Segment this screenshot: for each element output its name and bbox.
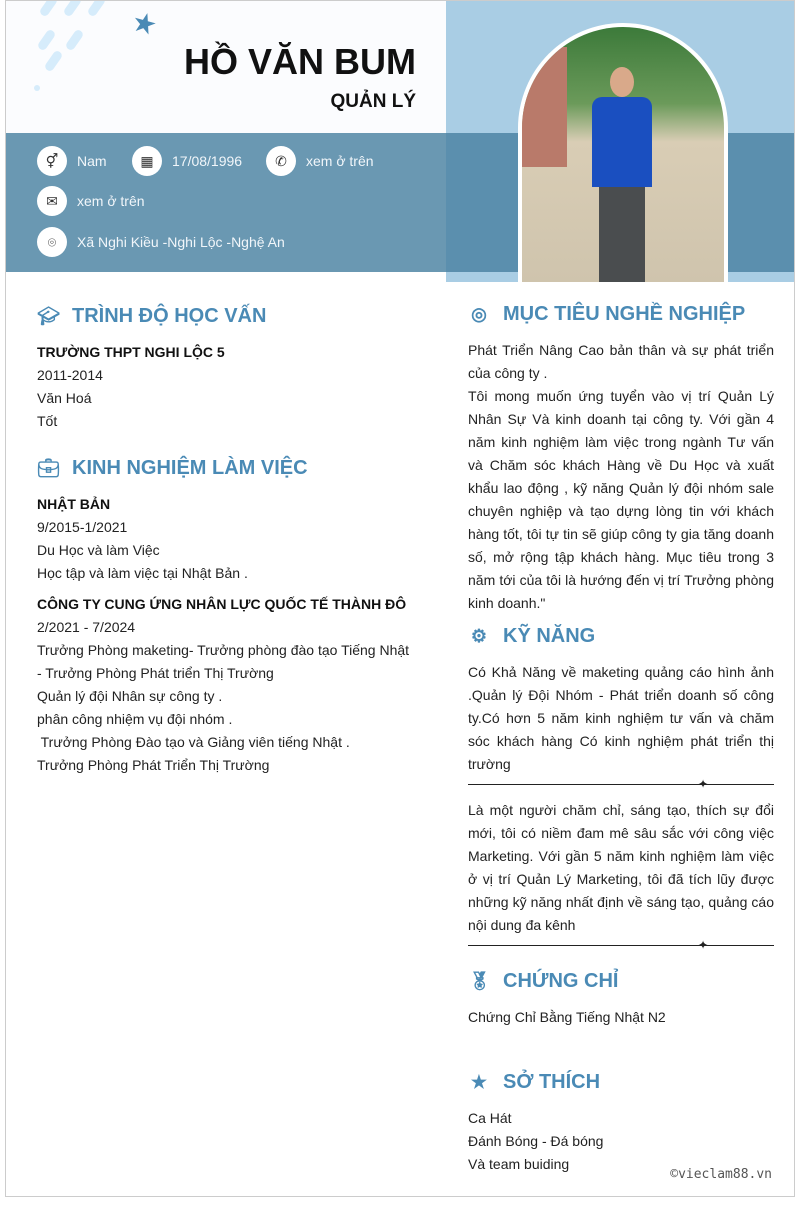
skill-divider xyxy=(468,777,774,791)
contact-address xyxy=(37,227,285,257)
location-pin-icon: ⌾ xyxy=(37,227,67,257)
star-icon: ★ xyxy=(470,1071,488,1092)
diamond-icon: ✦ xyxy=(698,938,709,952)
right-column xyxy=(468,299,774,1176)
gender-value: Nam xyxy=(77,153,107,169)
skill-text: Có Khả Năng về maketing quảng cáo hình ảnh .Quản lý Đội Nhóm - Phát triển doanh số công ty.Có hơn 5 năm kinh nghiệm tư vấn và chăm sóc khách hàng Có kinh nghiệm phát triển thị trường xyxy=(468,664,774,772)
contact-birthday xyxy=(132,146,242,176)
section-certificates-heading xyxy=(468,966,774,996)
hobby-item: Đánh Bóng - Đá bóng xyxy=(468,1133,604,1149)
gear-icon: ⚙ xyxy=(470,625,488,646)
phone-icon: ✆ xyxy=(266,146,296,176)
objective-text: Tôi mong muốn ứng tuyển vào vị trí Quản Lý Nhân Sự Và kinh doanh tại công ty. Với gần 4 năm kinh nghiệm làm việc trong ngành Tư vấn và Chăm sóc khách Hàng về Du Học và xuất khẩu lao động , kỹ năng Quản lý đội nhóm sale chuyên nghiệp và tạo dựng lòng tin với khách hàng tốt, tôi tự tin sẽ giúp công ty gia tăng doanh số, mở rộng tập khách hàng. Mục tiêu trong 3 năm tới của tôi là hướng đến vị trí Trưởng phòng kinh doanh." xyxy=(468,388,774,611)
graduation-cap-icon: 🎓︎ xyxy=(37,305,60,326)
hobby-item: Và team buiding xyxy=(468,1156,570,1172)
left-column xyxy=(37,301,427,777)
section-experience-heading xyxy=(37,453,427,483)
briefcase-icon: 💼︎ xyxy=(37,457,60,478)
section-title: CHỨNG CHỈ xyxy=(503,969,619,992)
target-icon: ◎ xyxy=(471,303,487,324)
experience-line: phân công nhiệm vụ đội nhóm . xyxy=(37,711,233,727)
star-decoration-icon: ★ xyxy=(128,5,161,42)
section-title: KỸ NĂNG xyxy=(503,624,596,647)
person-figure xyxy=(592,67,652,282)
education-time: 2011-2014 xyxy=(37,367,103,383)
section-education-heading xyxy=(37,301,427,331)
school-name: TRƯỜNG THPT NGHI LỘC 5 xyxy=(37,344,225,360)
profile-photo xyxy=(518,23,728,282)
experience-line: Học tập và làm việc tại Nhật Bản . xyxy=(37,565,248,581)
certificate-item: Chứng Chỉ Bằng Tiếng Nhật N2 xyxy=(468,1009,666,1025)
experience-line: Trưởng Phòng Phát Triển Thị Trường xyxy=(37,757,270,773)
footer-watermark: ©vieclam88.vn xyxy=(670,1167,772,1182)
experience-time: 9/2015-1/2021 xyxy=(37,519,128,535)
candidate-name: HỒ VĂN BUM xyxy=(184,41,416,82)
contact-gender xyxy=(37,146,107,176)
email-value: xem ở trên xyxy=(77,193,145,209)
diamond-icon: ✦ xyxy=(698,777,709,791)
experience-line: Trưởng Phòng maketing- Trưởng phòng đào tạo Tiếng Nhật xyxy=(37,642,410,658)
experience-line: - Trưởng Phòng Phát triển Thị Trường xyxy=(37,665,274,681)
section-hobbies-heading xyxy=(468,1067,774,1097)
skill-text: Là một người chăm chỉ, sáng tạo, thích sự đổi mới, tôi có niềm đam mê sâu sắc với công việc Marketing. Với gần 5 năm kinh nghiệm làm việc ở vị trí Quản Lý Marketing, tôi đã tích lũy được những kỹ năng nhất định về sáng tạo, quảng cáo nội dung đa kênh xyxy=(468,802,774,933)
birthday-value: 17/08/1996 xyxy=(172,153,243,169)
section-title: SỞ THÍCH xyxy=(503,1070,601,1093)
candidate-role: QUẢN LÝ xyxy=(330,91,416,112)
envelope-icon: ✉ xyxy=(37,186,67,216)
decoration xyxy=(34,85,40,91)
experience-line: Trưởng Phòng Đào tạo và Giảng viên tiếng Nhật . xyxy=(37,734,350,750)
education-major: Văn Hoá xyxy=(37,390,92,406)
cv-page xyxy=(5,0,795,1197)
company-name: NHẬT BẢN xyxy=(37,496,111,512)
gender-icon: ⚥ xyxy=(37,146,67,176)
award-icon: 🏅︎ xyxy=(468,970,491,991)
experience-line: Du Học và làm Việc xyxy=(37,542,160,558)
contact-phone xyxy=(266,146,374,176)
address-value: Xã Nghi Kiều -Nghi Lộc -Nghệ An xyxy=(77,234,285,250)
experience-line: Quản lý đội Nhân sự công ty . xyxy=(37,688,223,704)
phone-value: xem ở trên xyxy=(306,153,374,169)
experience-time: 2/2021 - 7/2024 xyxy=(37,619,136,635)
section-title: TRÌNH ĐỘ HỌC VẤN xyxy=(72,304,267,327)
section-skills-heading xyxy=(468,621,774,651)
education-result: Tốt xyxy=(37,413,58,429)
section-title: KINH NGHIỆM LÀM VIỆC xyxy=(72,456,308,479)
objective-text: Phát Triển Nâng Cao bản thân và sự phát triển của công ty . xyxy=(468,342,774,381)
company-name: CÔNG TY CUNG ỨNG NHÂN LỰC QUỐC TẾ THÀNH ĐÔ xyxy=(37,596,407,612)
section-objective-heading xyxy=(468,299,774,329)
calendar-icon: ▦ xyxy=(132,146,162,176)
contact-email xyxy=(37,186,145,216)
hobby-item: Ca Hát xyxy=(468,1110,512,1126)
skill-divider xyxy=(468,938,774,952)
section-title: MỤC TIÊU NGHỀ NGHIỆP xyxy=(503,302,746,325)
